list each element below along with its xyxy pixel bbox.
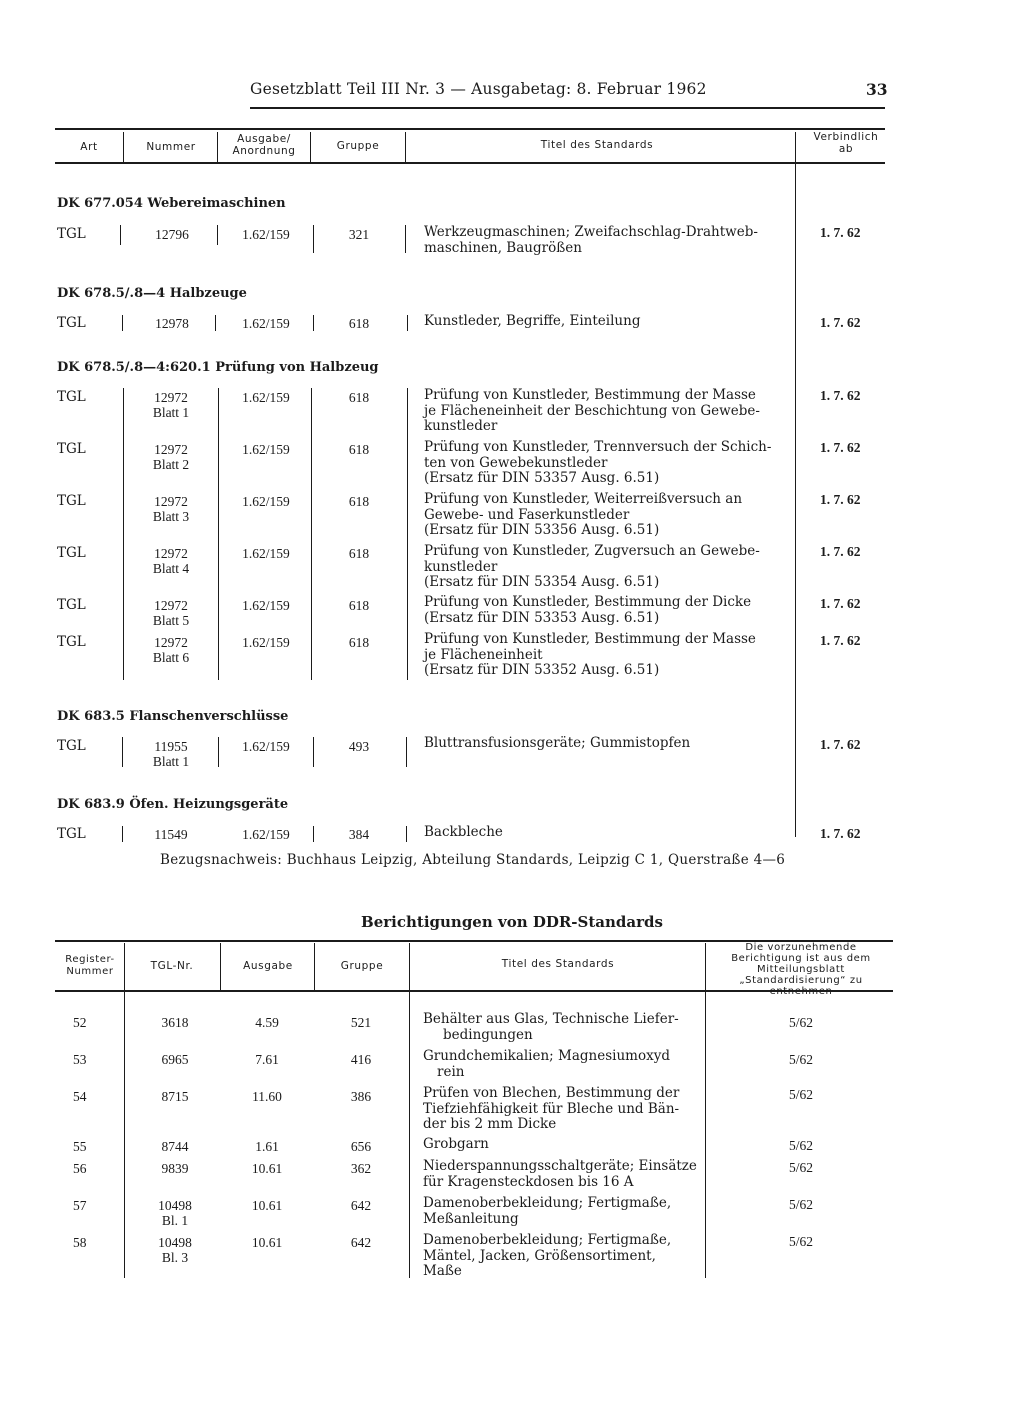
titel-line: kunstleder <box>424 418 498 434</box>
gruppe-cell: 416 <box>350 1052 372 1067</box>
titel-line: Prüfung von Kunstleder, Bestimmung der Masse <box>424 631 756 647</box>
titel-cell <box>423 1137 489 1153</box>
gruppe-cell: 618 <box>348 390 370 405</box>
verbindlich-cell: 1. 7. 62 <box>820 315 861 330</box>
ausgabe-cell: 10.61 <box>251 1161 283 1176</box>
col-divider <box>311 388 312 680</box>
col-divider <box>313 225 314 253</box>
ausgabe-cell: 10.61 <box>251 1198 283 1213</box>
titel-line: Prüfung von Kunstleder, Weiterreißversuch an <box>424 491 743 507</box>
mitteilung-cell: 5/62 <box>788 1234 813 1249</box>
titel-cell <box>424 736 790 752</box>
titel-line: bedingungen <box>443 1026 533 1043</box>
header-title: Gesetzblatt Teil III Nr. 3 — Ausgabetag: 8. Februar 1962 <box>250 80 707 98</box>
col-divider <box>406 826 407 842</box>
gruppe-cell: 642 <box>350 1235 372 1250</box>
mitteilung-cell: 5/62 <box>788 1052 813 1067</box>
col-divider <box>120 225 121 245</box>
table1-header-rule <box>55 162 885 164</box>
col-header-ausgabe: Ausgabe <box>243 960 293 972</box>
titel-cell <box>424 825 790 841</box>
gruppe-cell: 493 <box>348 739 370 754</box>
titel-line: der bis 2 mm Dicke <box>423 1116 557 1132</box>
titel-line: (Ersatz für DIN 53352 Ausg. 6.51) <box>424 662 660 678</box>
blatt-cell: Blatt 2 <box>152 457 190 472</box>
ausgabe-cell: 4.59 <box>255 1015 279 1030</box>
blatt-cell: Blatt 1 <box>152 754 190 769</box>
col-divider <box>218 737 219 767</box>
nummer-cell: 12972 <box>154 635 188 650</box>
titel-line: für Kragensteckdosen bis 16 A <box>423 1173 634 1190</box>
running-header <box>0 80 1024 104</box>
ausgabe-cell: 1.62/159 <box>242 390 290 405</box>
section-heading: DK 678.5/.8—4:620.1 Prüfung von Halbzeug <box>57 360 379 375</box>
col-header-gruppe: Gruppe <box>336 140 380 152</box>
col-divider-verbindlich <box>795 132 796 837</box>
gruppe-cell: 362 <box>350 1161 372 1176</box>
titel-line: Backbleche <box>424 824 503 840</box>
table1-top-rule <box>55 128 885 130</box>
header-rule <box>250 107 885 109</box>
col-divider <box>405 225 406 253</box>
nummer-cell: 12796 <box>155 227 189 242</box>
titel-cell <box>424 388 790 435</box>
art-cell: TGL <box>57 826 86 842</box>
titel-line: (Ersatz für DIN 53356 Ausg. 6.51) <box>424 522 660 538</box>
col-divider <box>407 388 408 680</box>
art-cell: TGL <box>57 389 86 405</box>
col-divider <box>313 826 314 842</box>
titel-line: Maße <box>423 1263 462 1279</box>
col-divider <box>313 315 314 331</box>
col-header-art: Art <box>80 141 98 153</box>
bezugsnachweis: Bezugsnachweis: Buchhaus Leipzig, Abteilung Standards, Leipzig C 1, Querstraße 4—6 <box>160 852 786 868</box>
titel-cell <box>423 1086 679 1133</box>
tgl-cell: 10498 <box>158 1198 192 1213</box>
verbindlich-cell: 1. 7. 62 <box>820 440 861 455</box>
ausgabe-cell: 1.62/159 <box>242 494 290 509</box>
blatt-cell: Bl. 3 <box>161 1250 189 1265</box>
titel-cell <box>423 1012 679 1043</box>
titel-line: Kunstleder, Begriffe, Einteilung <box>424 313 641 329</box>
col-header-mitteilung: Die vorzunehmende Berichtigung ist aus dem Mitteilungsblatt „Standardisierung“ zu entnehmen <box>731 942 871 997</box>
verbindlich-cell: 1. 7. 62 <box>820 826 861 841</box>
col-divider <box>705 943 706 1278</box>
col-header-tgl: TGL-Nr. <box>150 960 194 972</box>
gruppe-cell: 618 <box>348 546 370 561</box>
ausgabe-cell: 1.62/159 <box>242 739 290 754</box>
titel-line: ten von Gewebekunstleder <box>424 454 608 471</box>
gruppe-cell: 618 <box>348 494 370 509</box>
titel-line: maschinen, Baugrößen <box>424 239 582 256</box>
art-cell: TGL <box>57 545 86 561</box>
col-divider <box>217 225 218 245</box>
gruppe-cell: 618 <box>348 598 370 613</box>
nummer-cell: 12972 <box>154 390 188 405</box>
blatt-cell: Blatt 6 <box>152 650 190 665</box>
blatt-cell: Blatt 3 <box>152 509 190 524</box>
gruppe-cell: 618 <box>348 635 370 650</box>
nummer-cell: 12972 <box>154 546 188 561</box>
titel-cell <box>424 492 790 539</box>
col-divider <box>215 315 216 331</box>
tgl-cell: 8744 <box>161 1139 189 1154</box>
ausgabe-cell: 1.62/159 <box>242 316 290 331</box>
titel-line: Prüfen von Blechen, Bestimmung der <box>423 1085 680 1101</box>
titel-cell <box>423 1159 697 1190</box>
titel-line: Prüfung von Kunstleder, Bestimmung der Dicke <box>424 594 752 610</box>
art-cell: TGL <box>57 493 86 509</box>
blatt-cell: Blatt 4 <box>152 561 190 576</box>
nummer-cell: 12978 <box>155 316 189 331</box>
col-divider <box>314 943 315 990</box>
gruppe-cell: 642 <box>350 1198 372 1213</box>
mitteilung-cell: 5/62 <box>788 1197 813 1212</box>
section-heading: DK 677.054 Webereimaschinen <box>57 196 286 211</box>
gruppe-cell: 384 <box>348 827 370 842</box>
blatt-cell: Blatt 5 <box>152 613 190 628</box>
verbindlich-cell: 1. 7. 62 <box>820 633 861 648</box>
register-cell: 56 <box>73 1161 87 1176</box>
gruppe-cell: 656 <box>350 1139 372 1154</box>
titel-line: Grobgarn <box>423 1136 489 1152</box>
titel-line: Prüfung von Kunstleder, Zugversuch an Gewebe- <box>424 543 760 559</box>
verbindlich-cell: 1. 7. 62 <box>820 388 861 403</box>
ausgabe-cell: 1.62/159 <box>242 827 290 842</box>
mitteilung-cell: 5/62 <box>788 1015 813 1030</box>
blatt-cell: Blatt 1 <box>152 405 190 420</box>
gruppe-cell: 618 <box>348 442 370 457</box>
art-cell: TGL <box>57 226 86 242</box>
col-divider <box>122 315 123 331</box>
ausgabe-cell: 1.62/159 <box>242 635 290 650</box>
col-header-titel: Titel des Standards <box>540 139 654 151</box>
titel-line: (Ersatz für DIN 53357 Ausg. 6.51) <box>424 470 660 486</box>
tgl-cell: 8715 <box>161 1089 189 1104</box>
titel-line: Niederspannungsschaltgeräte; Einsätze <box>423 1158 697 1174</box>
verbindlich-cell: 1. 7. 62 <box>820 225 861 240</box>
titel-line: Prüfung von Kunstleder, Bestimmung der Masse <box>424 387 756 403</box>
col-divider <box>217 132 218 162</box>
col-divider <box>220 943 221 990</box>
col-divider <box>405 132 406 162</box>
nummer-cell: 11549 <box>154 827 188 842</box>
art-cell: TGL <box>57 441 86 457</box>
titel-line: Meßanleitung <box>423 1210 519 1227</box>
titel-cell <box>424 225 790 256</box>
mitteilung-cell: 5/62 <box>788 1087 813 1102</box>
verbindlich-cell: 1. 7. 62 <box>820 492 861 507</box>
titel-cell <box>423 1049 670 1080</box>
section-heading: DK 678.5/.8—4 Halbzeuge <box>57 286 247 301</box>
col-divider <box>406 737 407 767</box>
verbindlich-cell: 1. 7. 62 <box>820 737 861 752</box>
titel-line: Prüfung von Kunstleder, Trennversuch der Schich- <box>424 439 772 455</box>
page-number: 33 <box>866 80 888 99</box>
register-cell: 54 <box>73 1089 87 1104</box>
titel-line: kunstleder <box>424 558 498 575</box>
col-divider <box>123 388 124 680</box>
art-cell: TGL <box>57 738 86 754</box>
tgl-cell: 9839 <box>161 1161 189 1176</box>
titel-cell <box>424 595 790 626</box>
ausgabe-cell: 1.62/159 <box>242 546 290 561</box>
titel-line: Grundchemikalien; Magnesiumoxyd <box>423 1048 670 1064</box>
art-cell: TGL <box>57 597 86 613</box>
mitteilung-cell: 5/62 <box>788 1138 813 1153</box>
ausgabe-cell: 1.62/159 <box>242 227 290 242</box>
blatt-cell: Bl. 1 <box>161 1213 189 1228</box>
ausgabe-cell: 1.62/159 <box>242 442 290 457</box>
nummer-cell: 12972 <box>154 494 188 509</box>
ausgabe-cell: 11.60 <box>252 1089 282 1104</box>
titel-cell <box>424 440 790 487</box>
nummer-cell: 11955 <box>154 739 188 754</box>
nummer-cell: 12972 <box>154 598 188 613</box>
col-divider <box>122 826 123 842</box>
titel-cell <box>424 544 790 591</box>
nummer-cell: 12972 <box>154 442 188 457</box>
titel-line: Behälter aus Glas, Technische Liefer- <box>423 1011 679 1027</box>
register-cell: 52 <box>73 1015 87 1030</box>
register-cell: 57 <box>73 1198 87 1213</box>
col-divider <box>123 132 124 162</box>
titel-line: Damenoberbekleidung; Fertigmaße, <box>423 1232 672 1248</box>
register-cell: 55 <box>73 1139 87 1154</box>
ausgabe-cell: 1.61 <box>255 1139 279 1154</box>
col-header-register: Register-Nummer <box>65 954 115 977</box>
section-heading: DK 683.9 Öfen. Heizungsgeräte <box>57 797 289 812</box>
titel-line: (Ersatz für DIN 53354 Ausg. 6.51) <box>424 574 660 590</box>
titel-line: je Flächeneinheit der Beschichtung von Gewebe- <box>424 402 760 419</box>
ausgabe-cell: 1.62/159 <box>242 598 290 613</box>
titel-line: Damenoberbekleidung; Fertigmaße, <box>423 1195 672 1211</box>
gruppe-cell: 386 <box>350 1089 372 1104</box>
section-heading: DK 683.5 Flanschenverschlüsse <box>57 709 289 724</box>
berichtigungen-title: Berichtigungen von DDR-Standards <box>361 913 663 931</box>
col-divider <box>310 132 311 162</box>
titel-cell <box>424 314 790 330</box>
titel-line: Mäntel, Jacken, Größensortiment, <box>423 1247 656 1264</box>
art-cell: TGL <box>57 315 86 331</box>
tgl-cell: 6965 <box>161 1052 189 1067</box>
col-header-ausgabe: Ausgabe/ Anordnung <box>232 133 296 157</box>
ausgabe-cell: 10.61 <box>251 1235 283 1250</box>
col-divider <box>409 943 410 1278</box>
col-header-nummer: Nummer <box>146 141 196 153</box>
col-header-titel: Titel des Standards <box>501 958 615 970</box>
ausgabe-cell: 7.61 <box>255 1052 279 1067</box>
titel-cell <box>423 1196 671 1227</box>
verbindlich-cell: 1. 7. 62 <box>820 596 861 611</box>
gruppe-cell: 521 <box>350 1015 372 1030</box>
register-cell: 53 <box>73 1052 87 1067</box>
col-divider <box>313 737 314 767</box>
col-divider <box>124 943 125 1278</box>
col-divider <box>218 388 219 680</box>
register-cell: 58 <box>73 1235 87 1250</box>
titel-line: (Ersatz für DIN 53353 Ausg. 6.51) <box>424 609 660 626</box>
art-cell: TGL <box>57 634 86 650</box>
tgl-cell: 10498 <box>158 1235 192 1250</box>
gruppe-cell: 321 <box>348 227 370 242</box>
mitteilung-cell: 5/62 <box>788 1160 813 1175</box>
verbindlich-cell: 1. 7. 62 <box>820 544 861 559</box>
col-header-gruppe: Gruppe <box>340 960 384 972</box>
titel-cell <box>423 1233 671 1280</box>
col-header-verbindlich: Verbindlich ab <box>813 131 879 155</box>
titel-line: Tiefziehfähigkeit für Bleche und Bän- <box>423 1100 680 1117</box>
titel-cell <box>424 632 790 679</box>
titel-line: Werkzeugmaschinen; Zweifachschlag-Drahtweb- <box>424 224 758 240</box>
gruppe-cell: 618 <box>348 316 370 331</box>
titel-line: rein <box>437 1063 465 1080</box>
col-divider <box>407 315 408 331</box>
titel-line: Bluttransfusionsgeräte; Gummistopfen <box>424 735 691 751</box>
titel-line: Gewebe- und Faserkunstleder <box>424 506 630 523</box>
col-divider <box>122 737 123 767</box>
tgl-cell: 3618 <box>161 1015 189 1030</box>
titel-line: je Flächeneinheit <box>424 646 543 663</box>
